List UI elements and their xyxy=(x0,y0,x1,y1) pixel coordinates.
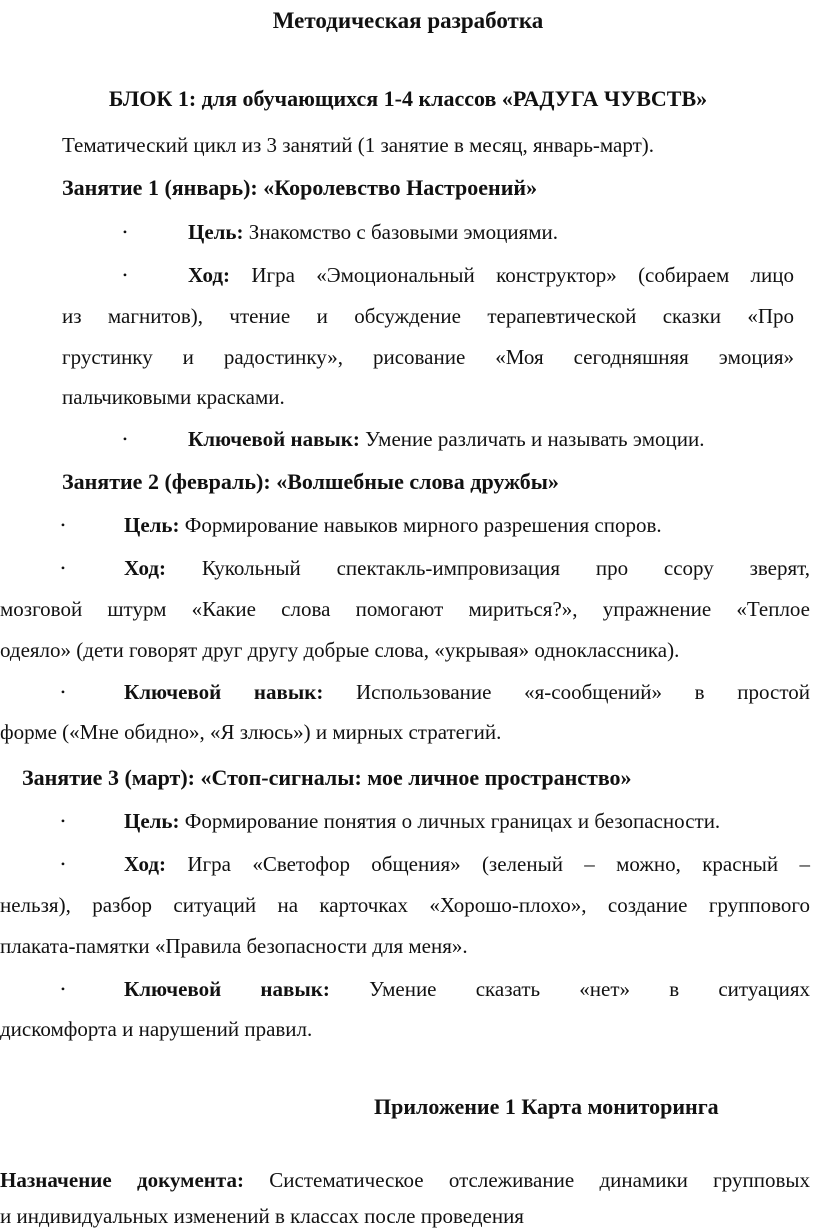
lesson-1-process-line-1 xyxy=(188,265,794,286)
goal-label: Цель: xyxy=(124,809,180,833)
process-text: Игра «Эмоциональный конструктор» (собираем лицо xyxy=(251,263,794,287)
bullet: • xyxy=(122,432,128,446)
lesson-1-heading: Занятие 1 (январь): «Королевство Настроений» xyxy=(62,175,538,200)
goal-text: Знакомство с базовыми эмоциями. xyxy=(248,220,559,244)
lesson-1-process-line-4: пальчиковыми красками. xyxy=(62,385,285,409)
goal-label: Цель: xyxy=(124,513,180,537)
skill-label: Ключевой навык: xyxy=(188,427,360,451)
process-label: Ход: xyxy=(188,263,231,287)
lesson-2-skill-line-1 xyxy=(124,682,810,703)
bullet: • xyxy=(60,685,66,699)
bullet: • xyxy=(60,982,66,996)
goal-label: Цель: xyxy=(188,220,244,244)
lesson-1-skill xyxy=(188,429,704,450)
block-heading: БЛОК 1: для обучающихся 1-4 классов «РАДУГА ЧУВСТВ» xyxy=(108,86,708,111)
lesson-1-process-line-3: грустинку и радостинку», рисование «Моя сегодняшняя эмоция» xyxy=(62,345,794,369)
bullet: • xyxy=(60,857,66,871)
purpose-text: Систематическое отслеживание динамики групповых xyxy=(269,1168,811,1192)
skill-label: Ключевой навык: xyxy=(124,680,324,704)
lesson-3-heading: Занятие 3 (март): «Стоп-сигналы: мое личное пространство» xyxy=(22,765,632,790)
lesson-3-process-line-2: нельзя), разбор ситуаций на карточках «Хорошо-плохо», создание группового xyxy=(0,893,810,917)
bullet: • xyxy=(60,814,66,828)
goal-text: Формирование понятия о личных границах и безопасности. xyxy=(184,809,721,833)
lesson-2-heading: Занятие 2 (февраль): «Волшебные слова дружбы» xyxy=(62,469,559,494)
lesson-2-process-line-1 xyxy=(124,558,810,579)
lesson-2-goal xyxy=(124,515,662,536)
process-text: Кукольный спектакль-импровизация про ссору зверят, xyxy=(201,556,811,580)
process-label: Ход: xyxy=(124,556,167,580)
process-label: Ход: xyxy=(124,852,167,876)
skill-label: Ключевой навык: xyxy=(124,977,330,1001)
lesson-1-process-line-2: из магнитов), чтение и обсуждение терапевтической сказки «Про xyxy=(62,304,794,328)
lesson-2-process-line-3: одеяло» (дети говорят друг другу добрые слова, «укрывая» одноклассника). xyxy=(0,638,680,662)
lesson-3-process-line-3: плаката-памятки «Правила безопасности для меня». xyxy=(0,934,468,958)
appendix-purpose-line-2: и индивидуальных изменений в классах после проведения xyxy=(0,1204,524,1228)
bullet: • xyxy=(60,561,66,575)
lesson-3-skill-line-2: дискомфорта и нарушений правил. xyxy=(0,1017,313,1041)
bullet: • xyxy=(122,268,128,282)
lesson-3-goal xyxy=(124,811,720,832)
appendix-purpose-line-1 xyxy=(0,1170,810,1191)
document-title: Методическая разработка xyxy=(272,8,544,33)
skill-text: Умение различать и называть эмоции. xyxy=(365,427,705,451)
block-intro: Тематический цикл из 3 занятий (1 занятие в месяц, январь-март). xyxy=(62,133,654,157)
purpose-label: Назначение документа: xyxy=(0,1168,244,1192)
skill-text: Использование «я-сообщений» в простой xyxy=(356,680,810,704)
skill-text: Умение сказать «нет» в ситуациях xyxy=(369,977,810,1001)
appendix-heading: Приложение 1 Карта мониторинга xyxy=(374,1094,719,1119)
lesson-3-skill-line-1 xyxy=(124,979,810,1000)
process-text: Игра «Светофор общения» (зеленый – можно, красный – xyxy=(187,852,810,876)
goal-text: Формирование навыков мирного разрешения споров. xyxy=(184,513,662,537)
lesson-3-process-line-1 xyxy=(124,854,810,875)
bullet: • xyxy=(122,225,128,239)
lesson-2-skill-line-2: форме («Мне обидно», «Я злюсь») и мирных стратегий. xyxy=(0,720,502,744)
lesson-1-goal xyxy=(188,222,558,243)
bullet: • xyxy=(60,518,66,532)
lesson-2-process-line-2: мозговой штурм «Какие слова помогают мириться?», упражнение «Теплое xyxy=(0,597,810,621)
